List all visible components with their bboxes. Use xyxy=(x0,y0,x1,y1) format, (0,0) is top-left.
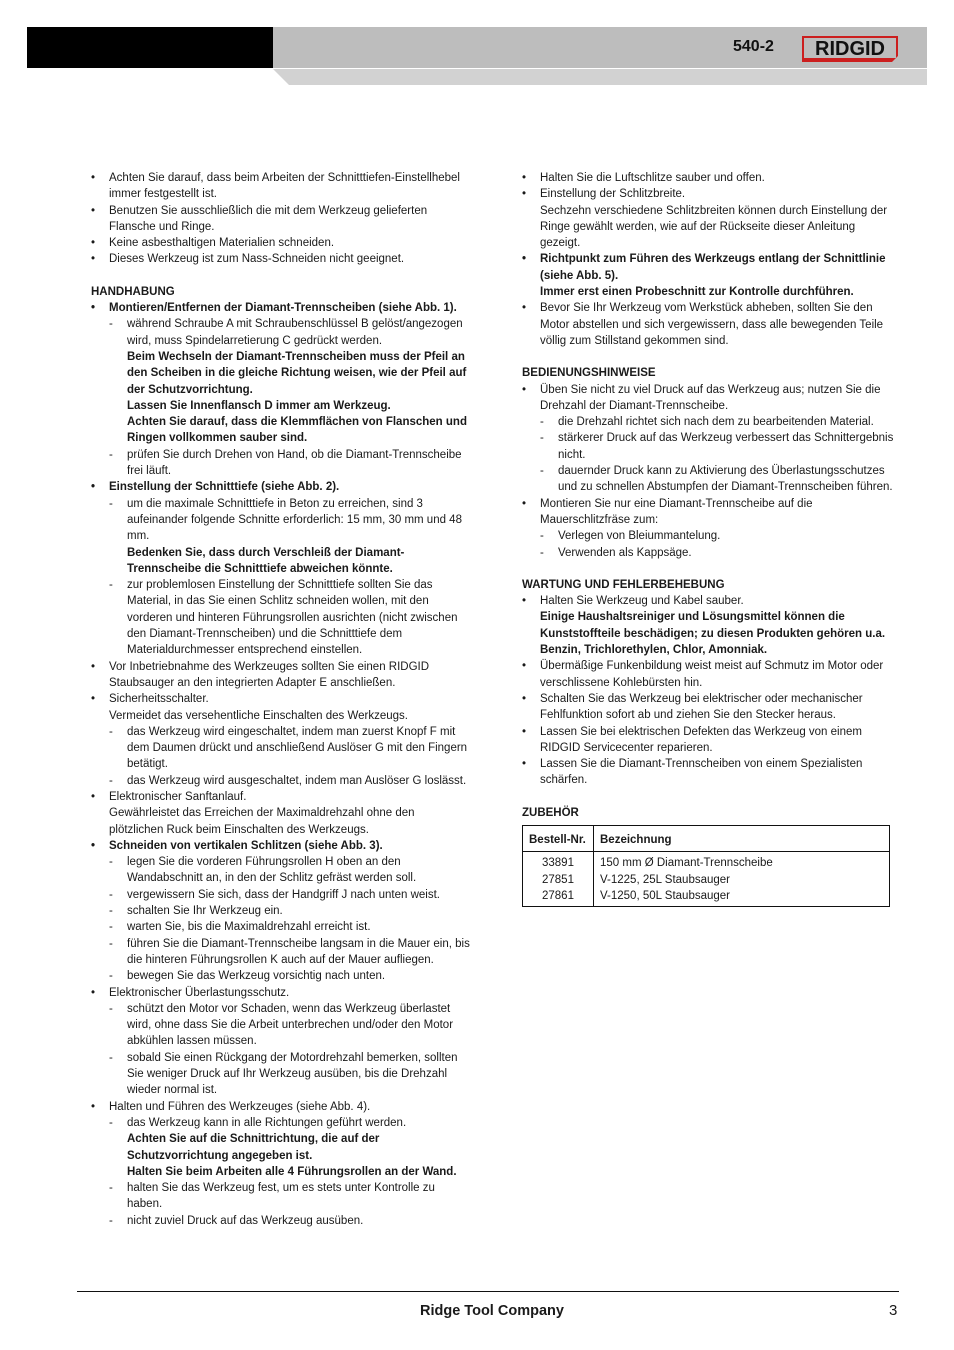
header-black-bar xyxy=(27,27,273,68)
table-row xyxy=(523,852,890,872)
warning-text: Halten Sie beim Arbeiten alle 4 Führungsrollen an der Wand. xyxy=(127,1165,457,1178)
sub-item: - schützt den Motor vor Schaden, wenn das Werkzeug überlastet wird, ohne dass Sie die Arbeit unterbrechen und/oder den Motor abkühlen lassen müssen. xyxy=(91,1001,471,1050)
sub-item: - führen Sie die Diamant-Trennscheibe langsam in die Mauer ein, bis die hinteren Führungsrollen K auch auf der Mauer aufliegen. xyxy=(91,936,471,969)
table-cell-bez: V-1250, 50L Staubsauger xyxy=(594,888,890,907)
ridgid-logo xyxy=(802,36,898,62)
table-cell-nr: 27851 xyxy=(523,872,594,888)
sub-item: - prüfen Sie durch Drehen von Hand, ob die Diamant-Trennscheibe frei läuft. xyxy=(91,447,471,480)
sub-item: - nicht zuviel Druck auf das Werkzeug ausüben. xyxy=(91,1213,471,1229)
sub-item: - das Werkzeug wird eingeschaltet, indem man zuerst Knopf F mit dem Daumen drückt und anschließend Auslöser G mit den Fingern betätigt. xyxy=(91,724,471,773)
table-row xyxy=(523,888,890,907)
list-item: • Achten Sie darauf, dass beim Arbeiten der Schnitttiefen-Einstellhebel immer festgestellt ist. xyxy=(91,170,471,203)
column-header-bestell-nr: Bestell-Nr. xyxy=(523,825,594,851)
sub-item: - legen Sie die vorderen Führungsrollen H oben an den Wandabschnitt an, in den der Schlitz gefräst werden soll. xyxy=(91,854,471,887)
ridgid-logo-text: RIDGID xyxy=(815,38,885,60)
warning-text: Bedenken Sie, dass durch Verschleiß der Diamant-Trennscheibe die Schnitttiefe abweichen könnte. xyxy=(127,546,405,575)
column-header-bezeichnung: Bezeichnung xyxy=(594,825,890,851)
list-item: • Montieren/Entfernen der Diamant-Trennscheiben (siehe Abb. 1). xyxy=(91,300,471,316)
list-item: • Elektronischer Überlastungsschutz. xyxy=(91,985,471,1001)
warning-text: Immer erst einen Probeschnitt zur Kontrolle durchführen. xyxy=(540,286,854,299)
left-column xyxy=(91,170,471,1229)
list-item: • Vor Inbetriebnahme des Werkzeuges sollten Sie einen RIDGID Staubsauger an den integrierten Adapter E anschließen. xyxy=(91,659,471,692)
list-item: • Montieren Sie nur eine Diamant-Trennscheibe auf die Mauerschlitzfräse zum: xyxy=(522,496,894,529)
heading-bedienungshinweise: BEDIENUNGSHINWEISE xyxy=(522,367,656,380)
sub-item: - Verwenden als Kappsäge. xyxy=(522,545,894,561)
sub-item: - das Werkzeug wird ausgeschaltet, indem man Auslöser G loslässt. xyxy=(91,773,471,789)
list-item: • Üben Sie nicht zu viel Druck auf das Werkzeug aus; nutzen Sie die Drehzahl der Diamant-Trennscheibe. xyxy=(522,382,894,415)
table-cell-nr: 27861 xyxy=(523,888,594,907)
sub-item: - vergewissern Sie sich, dass der Handgriff J nach unten weist. xyxy=(91,887,471,903)
list-item: • Schalten Sie das Werkzeug bei elektrischer oder mechanischer Fehlfunktion sofort ab und ziehen Sie den Stecker heraus. xyxy=(522,691,894,724)
list-item: • Lassen Sie bei elektrischen Defekten das Werkzeug von einem RIDGID Servicecenter reparieren. xyxy=(522,724,894,757)
footer-company: Ridge Tool Company xyxy=(420,1303,564,1319)
table-cell-bez: V-1225, 25L Staubsauger xyxy=(594,872,890,888)
header-grey-strip xyxy=(273,69,927,85)
list-item: • Einstellung der Schlitzbreite. xyxy=(522,186,894,202)
list-item: • Sicherheitsschalter. xyxy=(91,691,471,707)
list-item: • Elektronischer Sanftanlauf. xyxy=(91,789,471,805)
list-item: • Halten Sie die Luftschlitze sauber und offen. xyxy=(522,170,894,186)
list-item: • Halten Sie Werkzeug und Kabel sauber. xyxy=(522,593,894,609)
item-text: Sechzehn verschiedene Schlitzbreiten können durch Einstellung der Ringe gewählt werden, wie auf der Rückseite dieser Anleitung gezeigt. xyxy=(540,204,888,250)
sub-item: - sobald Sie einen Rückgang der Motordrehzahl bemerken, sollten Sie weniger Druck auf Ihr Werkzeug ausüben, bis die Drehzahl wieder normal ist. xyxy=(91,1050,471,1099)
sub-item: - Verlegen von Bleiummantelung. xyxy=(522,528,894,544)
list-item: • Halten und Führen des Werkzeuges (siehe Abb. 4). xyxy=(91,1099,471,1115)
heading-wartung: WARTUNG UND FEHLERBEHEBUNG xyxy=(522,578,725,591)
item-text: Gewährleistet das Erreichen der Maximaldrehzahl ohne den plötzlichen Ruck beim Einschalten des Werkzeugs. xyxy=(109,807,415,836)
model-number: 540-2 xyxy=(733,38,774,55)
list-item: • Keine asbesthaltigen Materialien schneiden. xyxy=(91,235,471,251)
sub-item: - um die maximale Schnitttiefe in Beton zu erreichen, sind 3 aufeinander folgende Schnitte erforderlich: 15 mm, 30 mm und 48 mm. xyxy=(91,496,471,545)
page-number: 3 xyxy=(889,1302,898,1319)
warning-text: Beim Wechseln der Diamant-Trennscheiben muss der Pfeil an den Scheiben in die gleiche Richtung weisen, wie der Pfeil auf der Schutzvorrichtung. xyxy=(127,350,467,396)
sub-item: - schalten Sie Ihr Werkzeug ein. xyxy=(91,903,471,919)
footer-rule xyxy=(77,1291,899,1292)
sub-item: - die Drehzahl richtet sich nach dem zu bearbeitenden Material. xyxy=(522,414,894,430)
accessories-table xyxy=(522,825,890,907)
table-row xyxy=(523,872,890,888)
list-item: • Dieses Werkzeug ist zum Nass-Schneiden nicht geeignet. xyxy=(91,251,471,267)
table-header-row xyxy=(523,825,890,851)
sub-item: - während Schraube A mit Schraubenschlüssel B gelöst/angezogen wird, muss Spindelarretierung C gedrückt werden. xyxy=(91,316,471,349)
sub-item: - stärkerer Druck auf das Werkzeug verbessert das Schnittergebnis nicht. xyxy=(522,430,894,463)
sub-item: - bewegen Sie das Werkzeug vorsichtig nach unten. xyxy=(91,968,471,984)
item-text: Vermeidet das versehentliche Einschalten des Werkzeugs. xyxy=(109,709,408,722)
list-item: • Lassen Sie die Diamant-Trennscheiben von einem Spezialisten schärfen. xyxy=(522,756,894,789)
heading-zubehoer: ZUBEHÖR xyxy=(522,806,579,819)
table-cell-nr: 33891 xyxy=(523,852,594,872)
list-item: • Einstellung der Schnitttiefe (siehe Abb. 2). xyxy=(91,479,471,495)
sub-item: - dauernder Druck kann zu Aktivierung des Überlastungsschutzes und zu schnellen Abstumpfen der Diamant-Trennscheiben führen. xyxy=(522,463,894,496)
warning-text: Einige Haushaltsreiniger und Lösungsmittel können die Kunststoffteile beschädigen; zu diesen Produkten gehören u.a. Benzin, Trichlorethylen, Chlor, Amonniak. xyxy=(540,611,886,657)
list-item: • Bevor Sie Ihr Werkzeug vom Werkstück abheben, sollten Sie den Motor abstellen und sich vergewissern, dass alle bewegenden Teile völlig zum Stillstand gekommen sind. xyxy=(522,300,894,349)
list-item: • Schneiden von vertikalen Schlitzen (siehe Abb. 3). xyxy=(91,838,471,854)
warning-text: Achten Sie darauf, dass die Klemmflächen von Flanschen und Ringen vollkommen sauber sind. xyxy=(127,416,467,445)
sub-item: - zur problemlosen Einstellung der Schnitttiefe sollten Sie das Material, in das Sie einen Schlitz schneiden wollen, mit den vorderen und hinteren Führungsrollen ausrichten (nicht zwischen den Diamant-Trennscheiben) und die Schnitttiefe dem Materialdurchmesser entsprechend einstellen. xyxy=(91,577,471,658)
list-item: • Benutzen Sie ausschließlich die mit dem Werkzeug gelieferten Flansche und Ringe. xyxy=(91,203,471,236)
right-column xyxy=(522,170,894,907)
heading-handhabung: HANDHABUNG xyxy=(91,285,175,298)
sub-item: - warten Sie, bis die Maximaldrehzahl erreicht ist. xyxy=(91,919,471,935)
list-item: • Übermäßige Funkenbildung weist meist auf Schmutz im Motor oder verschlissene Kohlebürsten hin. xyxy=(522,658,894,691)
warning-text: Achten Sie auf die Schnittrichtung, die auf der Schutzvorrichtung angegeben ist. xyxy=(127,1133,380,1162)
sub-item: - das Werkzeug kann in alle Richtungen geführt werden. xyxy=(91,1115,471,1131)
list-item: • Richtpunkt zum Führen des Werkzeugs entlang der Schnittlinie (siehe Abb. 5). xyxy=(522,251,894,284)
warning-text: Lassen Sie Innenflansch D immer am Werkzeug. xyxy=(127,399,391,412)
sub-item: - halten Sie das Werkzeug fest, um es stets unter Kontrolle zu haben. xyxy=(91,1180,471,1213)
table-cell-bez: 150 mm Ø Diamant-Trennscheibe xyxy=(594,852,890,872)
